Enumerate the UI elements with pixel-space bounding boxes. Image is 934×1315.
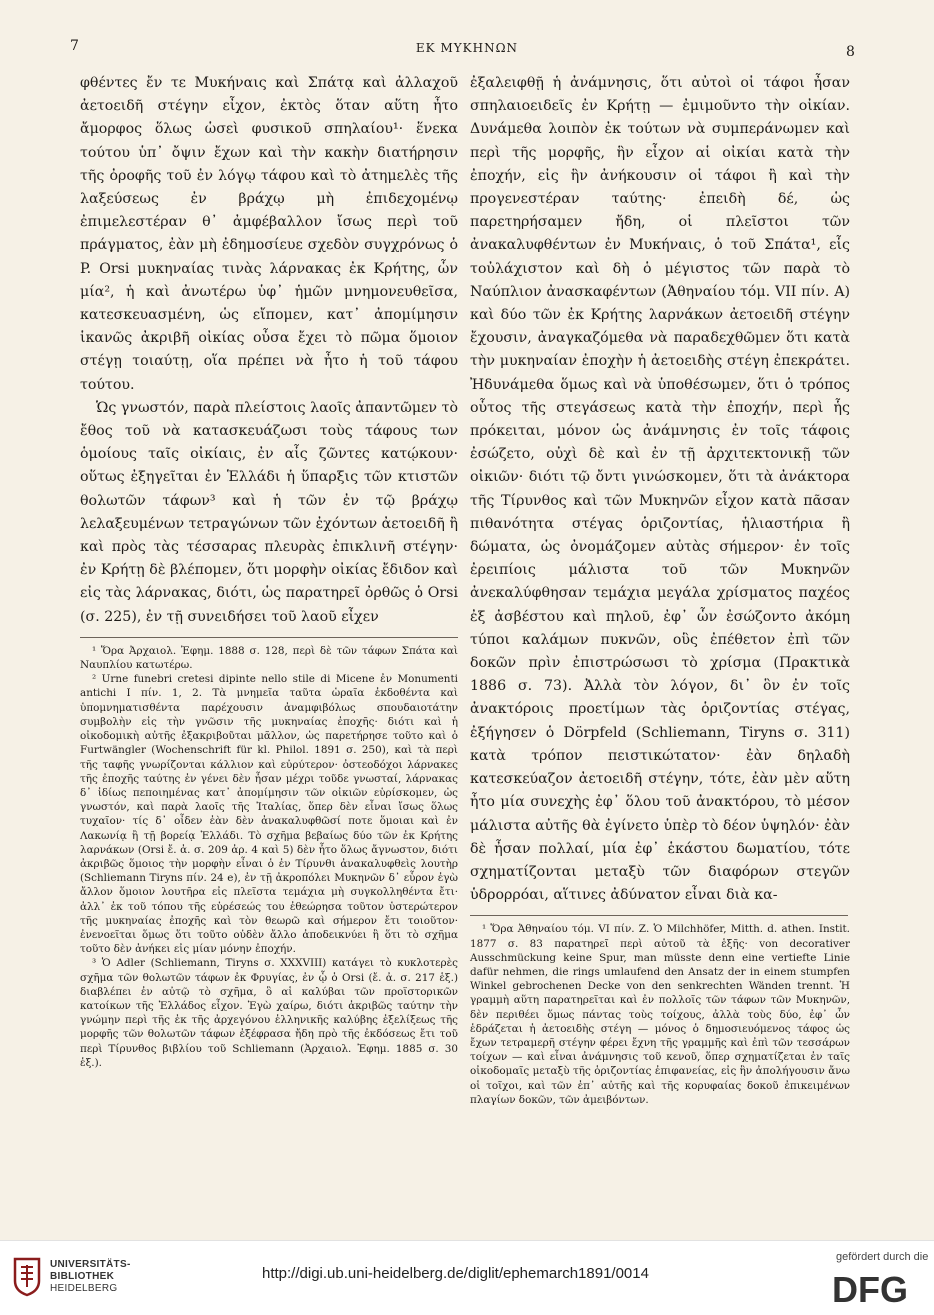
library-name-line-3: HEIDELBERG [50, 1283, 118, 1294]
dfg-logo-icon [832, 1271, 920, 1305]
library-name-line-1: UNIVERSITÄTS- [50, 1259, 131, 1270]
permalink-url[interactable]: http://digi.ub.uni-heidelberg.de/diglit/ephemarch1891/0014 [262, 1265, 649, 1282]
library-name-line-2: BIBLIOTHEK [50, 1271, 115, 1282]
footnote-3: ³ Ὁ Adler (Schliemann, Tiryns σ. XXXVIII) κατάγει τὸ κυκλοτερὲς σχῆμα τῶν θολωτῶν τάφων ἐκ Φρυγίας, ἐν ᾧ ὁ Orsi (ἔ. ἀ. σ. 217 ἑξ.) διαβλέπει ἐν αὐτῷ τὸ σχῆμα, ὃ αἱ καλύβαι τῶν προϊστορικῶν κατοίκων τῆς Ἑλλάδος εἶχον. Ἐγὼ χαίρω, διότι ἀκριβῶς ταύτην τὴν γνώμην περὶ τῆς ἐκ τῆς ἀρχεγόνου ἑλληνικῆς καλύβης ἐξελίξεως τῆς μορφῆς τῶν θολωτῶν τάφων ἐξέφρασα ἤδη πρὸ τῆς ἐκδόσεως ἔτι τοῦ περὶ Τίρυνθος βιβλίου τοῦ Schliemann (Ἀρχαιολ. Ἐφημ. 1885 σ. 30 ἑξ.). [80, 957, 458, 1069]
funding-label: gefördert durch die [836, 1251, 929, 1263]
left-column [80, 72, 458, 1070]
library-name [50, 1259, 131, 1295]
right-footnotes [470, 922, 850, 1107]
dfg-logo-text: DFG [832, 1271, 908, 1305]
footnote-right-1: ¹ Ὅρα Ἀθηναίου τόμ. VI πίν. Ζ. Ὁ Milchhöfer, Mitth. d. athen. Instit. 1877 σ. 83 παρατηρεῖ περὶ αὐτοῦ τὰ ἑξῆς· von decorativer Ausschmückung keine Spur, man müsste denn eine vertiefte Linie dafür nehmen, die rings umlaufend den Ansatz der in einem stumpfen Winkel gebrochenen Decke von den senkrechten Wänden trennt. Ἡ γραμμὴ αὕτη παρατηρεῖται καὶ ἐν πολλοῖς τῶν τάφων τῶν Μυκηνῶν, δὲν περιθέει ὅμως πάντας τοὺς τοίχους, ἀλλὰ τοὺς δύο, ἐφ᾽ ὧν ἑδράζεται ἡ ἀετοειδὴς στέγη — μόνος ὁ δημοσιευόμενος τάφος ὡς ἔχων τετραμερῆ στέγην φέρει ἔχνη τῆς γραμμῆς καὶ ἐπὶ τῶν τεσσάρων τοίχων — καὶ εἶναι ἀνάμνησις τοῦ κενοῦ, ὅπερ σχηματίζεται ἐν ταῖς οἰκοδομαῖς μεταξὺ τῆς ὁριζοντίας ἐπιφανείας, εἰς ἣν ἀπολήγουσιν ἄνω οἱ τοῖχοι, καὶ τῶν ἐπ᾽ αὐτῆς καὶ τῆς κορυφαίας δοκοῦ ἐπικειμένων πλαγίων δοκῶν, τῶν ἀμειβόντων. [470, 923, 850, 1106]
viewer-footer [0, 1240, 934, 1315]
left-main-text [80, 72, 458, 629]
left-footnotes [80, 644, 458, 1070]
left-page-number: 7 [70, 38, 79, 54]
left-paragraph-2: Ὡς γνωστόν, παρὰ πλείστοις λαοῖς ἀπαντῶμεν τὸ ἔθος τοῦ νὰ κατασκευάζωσι τοὺς τάφους των ὁμοίους ταῖς οἰκίαις, ἐν αἷς ζῶντες κατῴκουν· οὕτως ἐξηγεῖται ἐν Ἑλλάδι ἡ ὕπαρξις τῶν κτιστῶν θολωτῶν τάφων³ καὶ ἡ τῶν ἐν τῷ βράχῳ λελαξευμένων τετραγώνων τῶν ἐχόντων ἀετοειδῆ ἢ καὶ πρὸς τὰς τέσσαρας πλευρὰς ἐπικλινῆ στέγην· ἐν Κρήτῃ δὲ βλέπομεν, ὅτι μορφὴν οἰκίας ἔδιδον καὶ εἰς τὰς λάρνακας, διότι, ὡς παρατηρεῖ ὀρθῶς ὁ Orsi (σ. 225), ἐν τῇ συνειδήσει τοῦ λαοῦ εἶχεν [80, 399, 458, 625]
footnote-1: ¹ Ὅρα Ἀρχαιολ. Ἐφημ. 1888 σ. 128, περὶ δὲ τῶν τάφων Σπάτα καὶ Ναυπλίου κατωτέρω. [80, 644, 458, 672]
right-column [470, 72, 850, 1107]
right-page-number: 8 [846, 44, 855, 60]
right-paragraph-1: ἐξαλειφθῇ ἡ ἀνάμνησις, ὅτι αὐτοὶ οἱ τάφοι ἦσαν σπηλαιοειδεῖς ἐν Κρήτῃ — ἐμιμοῦντο τὴν οἰκίαν. Δυνάμεθα λοιπὸν ἐκ τούτων νὰ συμπεράνωμεν καὶ περὶ τῆς μορφῆς, ἣν εἶχον αἱ οἰκίαι κατὰ τὴν ἐποχήν, εἰς ἣν ἀνήκουσιν οἱ τάφοι ἢ καὶ τὴν προγενεστέραν ταύτης· ἐπειδὴ δέ, ὡς παρετηρήσαμεν ἤδη, οἱ πλεῖστοι τῶν ἀνακαλυφθέντων ἐν Μυκήναις, ὁ τοῦ Σπάτα¹, εἷς τοὐλάχιστον καὶ δὴ ὁ μέγιστος τῶν παρὰ τὸ Ναύπλιον ἀνασκαφέντων (Ἀθηναίου τόμ. VII πίν. Α) καὶ δύο τῶν ἐκ Κρήτης λαρνάκων ἀετοειδῆ στέγην ἔχουσιν, ἀναγκαζόμεθα νὰ παραδεχθῶμεν ὅτι κατὰ τὴν μυκηναίαν ἐποχὴν ἡ ἀετοειδὴς στέγη ἐπεκράτει. Ἠδυνάμεθα ὅμως καὶ νὰ ὑποθέσωμεν, ὅτι ὁ τρόπος οὗτος τῆς στεγάσεως κατὰ τὴν ἐποχήν, περὶ ἧς πρόκειται, μόνον ὡς ἀνάμνησις ἐν τοῖς τάφοις ἐσώζετο, οὐχὶ δὲ καὶ ἐν τῇ ἀρχιτεκτονικῇ τῶν οἰκιῶν· διότι τῷ ὄντι γινώσκομεν, ὅτι τὰ ἀνάκτορα τῆς Τίρυνθος καὶ τῶν Μυκηνῶν εἶχον κατὰ πᾶσαν πιθανότητα στέγας ὁριζοντίας, ἡλιαστήρια ἢ δώματα, ὡς ὀνομάζομεν αὐτὰς σήμερον· ἐν τοῖς ἐρειπίοις μάλιστα τοῦ τῶν Μυκηνῶν ἀνεκαλύφθησαν τεμάχια μεγάλα χρίσματος παχέος ἐξ ἀσβέστου καὶ πηλοῦ, ἐφ᾽ ὧν ἐσώζοντο ἀκόμη τύποι καλάμων πυκνῶν, οὓς ἐπέθετον ἐπὶ τῶν δοκῶν πρὶν ἐπιστρώσωσι τὸ χρίσμα (Πρακτικὰ 1886 σ. 73). Ἀλλὰ τὸν λόγον, δι᾽ ὃν ἐν τοῖς ἀνακτόροις προετίμων τὰς ὁριζοντίας στέγας, ἐξήγησεν ὁ Dörpfeld (Schliemann, Tiryns σ. 311) κατὰ τρόπον πειστικώτατον· ἐὰν δηλαδὴ κατεσκεύαζον ἀετοειδῆ στέγην, τότε, ἐὰν μὲν αὕτη ἦτο μία συνεχὴς ἐφ᾽ ὅλου τοῦ ἀνακτόρου, τὸ μέσον μάλιστα αὐτῆς θὰ ἐγίνετο ὑπὲρ τὸ δέον ὑψηλόν· ἐὰν δὲ ἦσαν πολλαί, μία ἐφ᾽ ἑκάστου δωματίου, τότε σχηματίζονται μεταξὺ τῶν διαφόρων στεγῶν ὑδρορρόαι, αἵτινες ἀδύνατον εἶναι διὰ κα- [470, 75, 850, 904]
left-paragraph-1: φθέντες ἔν τε Μυκήναις καὶ Σπάτᾳ καὶ ἀλλαχοῦ ἀετοειδῆ στέγην εἶχον, ἐκτὸς ὅταν αὕτη ἦτο ἄμορφος ὅλως ὡσεὶ φυσικοῦ σπηλαίου¹· ἕνεκα τούτου ὑπ᾽ ὄψιν ἔχων καὶ τὴν κακὴν διατήρησιν τῆς ὀροφῆς τοῦ ἐν λόγῳ τάφου καὶ τὸ ἀτημελὲς τῆς λαξεύσεως ἐν βράχῳ μὴ ἐπιδεχομένῳ ἐπιμελεστέραν θ᾽ ἀμφέβαλλον ἴσως περὶ τοῦ πράγματος, ἐὰν μὴ ἐδημοσίευε σχεδὸν συγχρόνως ὁ P. Orsi μυκηναίας τινὰς λάρνακας ἐκ Κρήτης, ὧν μία², ἡ καὶ ἀνωτέρω ὑφ᾽ ἡμῶν μνημονευθεῖσα, κατεσκευασμένη, ὡς εἴπομεν, κατ᾽ ἀπομίμησιν ἱκανῶς ἀκριβῆ οἰκίας οὖσα ἔχει τὸ πῶμα ὅμοιον στέγῃ τοιαύτῃ, οἵα πρέπει νὰ ἦτο ἡ τοῦ τάφου τούτου. [80, 75, 458, 393]
university-seal-icon [12, 1255, 42, 1297]
right-main-text [470, 72, 850, 907]
footnote-2: ² Urne funebri cretesi dipinte nello stile di Micene ἐν Monumenti antichi I πίν. 1, 2. Τὰ μνημεῖα ταῦτα ὡραῖα ἐκδοθέντα καὶ ὑπομνηματισθέντα παρέχουσιν ἀναμφιβόλως σπουδαιοτάτην συμβολὴν εἰς τὴν γνῶσιν τῆς μυκηναίας ἐποχῆς· διότι καὶ ἡ οἰκοδομικὴ αὐτῆς ἐξακριβοῦται μᾶλλον, ὡς παρετήρησε τοῦτο καὶ ὁ Furtwängler (Wochenschrift für kl. Philol. 1891 σ. 250), καὶ τὰ περὶ τῆς ταφῆς γνωρίζονται κάλλιον καὶ εὐρύτερον· ὀστεοδόχοι λάρνακες τῆς ἐποχῆς ταύτης ἐν γένει δὲν ἦσαν μέχρι τοῦδε γνωσταί, λάρνακας δ᾽ ἰδίως πεποιημένας κατ᾽ ἀπομίμησιν τῶν οἰκιῶν εὑρίσκομεν, ὡς γνωστόν, καὶ παρὰ λαοῖς τῆς Ἰταλίας, ὅπερ δὲν εἶναι ἴσως ὅλως τυχαῖον· τίς δ᾽ οἶδεν ἐὰν δὲν ἀνακαλυφθῶσί ποτε ὅμοιαι καὶ ἐν Λακωνίᾳ ἢ τῇ βορείᾳ Ἑλλάδι. Τὸ σχῆμα βεβαίως δύο τῶν ἐκ Κρήτης λαρνάκων (Orsi ἔ. ἀ. σ. 209 ἀρ. 4 καὶ 5) δὲν ἦτο ὅλως ἄγνωστον, διότι ἀκριβῶς ὅμοιος τὴν μορφὴν εἶναι ὁ ἐν Τίρυνθι ἀνακαλυφθεὶς λουτὴρ (Schliemann Tiryns πίν. 24 e), ἐν τῇ ἀκροπόλει Μυκηνῶν δ᾽ εὗρον ἐγὼ ἄλλον ὅμοιον λουτῆρα εἰς πλεῖστα τεμάχια μὴ συγκολληθέντα ἔτι· ἀλλ᾽ ἐκ τοῦ τόπου τῆς εὑρέσεώς του ἐθεώρησα τοῦτον ὑστερώτερον τῆς μυκηναίας ἐποχῆς καὶ τὸν θεωρῶ καὶ σήμερον ἔτι τοιοῦτον· ἐνενοεῖται ὅμως ὅτι τοῦτο οὐδὲν ἄλλο ἀποδεικνύει ἢ ὅτι τὸ σχῆμα τοῦτο δὲν ἀνήκει εἰς μίαν μόνην ἐποχήν. [80, 673, 458, 956]
footnote-rule [470, 915, 848, 916]
running-header: ΕΚ ΜΥΚΗΝΩΝ [415, 41, 519, 55]
footnote-rule [80, 637, 458, 638]
